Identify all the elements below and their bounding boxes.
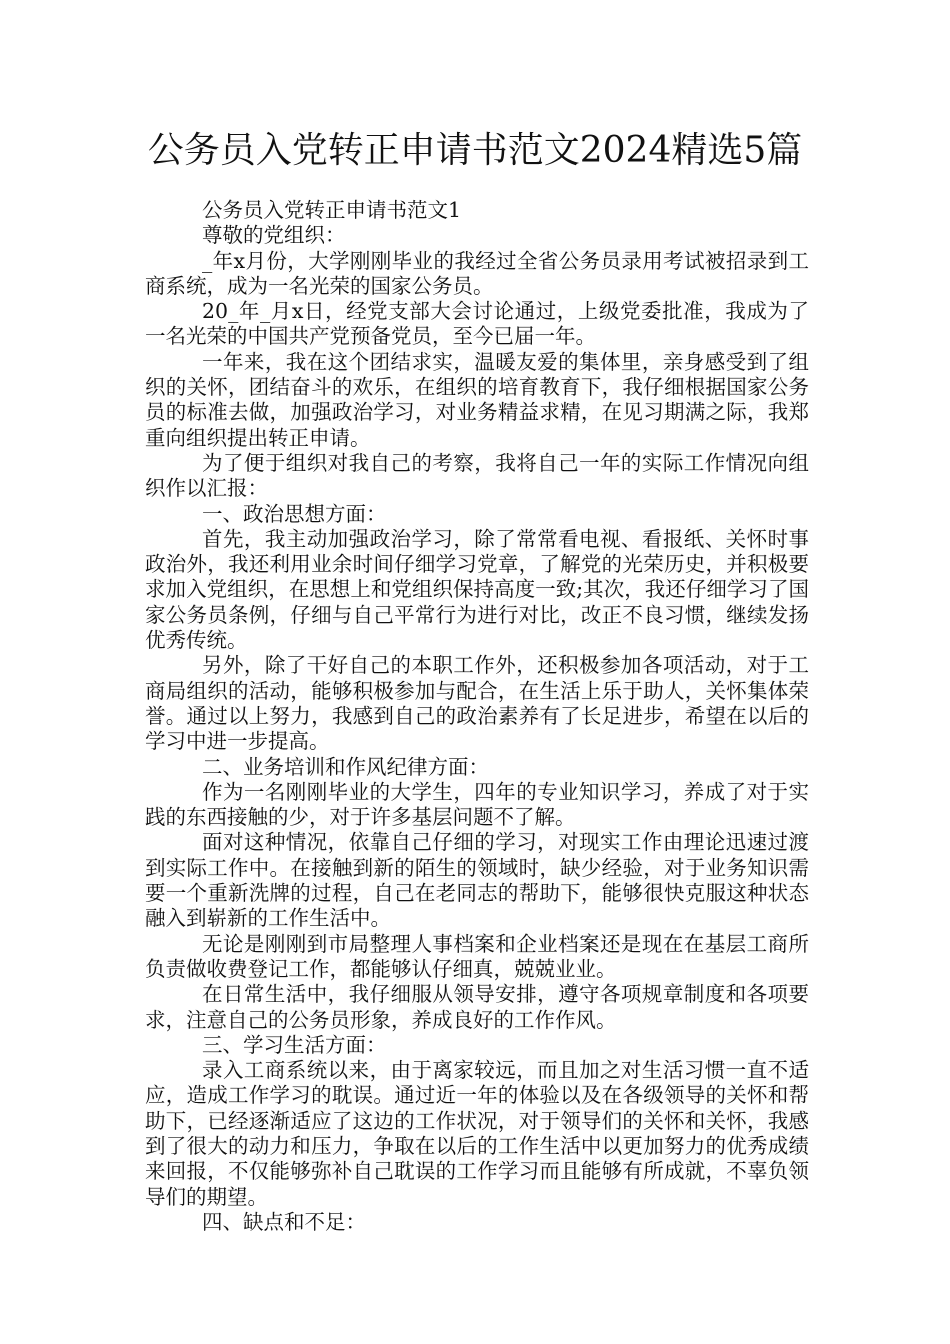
salutation: 尊敬的党组织： — [202, 223, 346, 248]
paragraph: 面对这种情况，依靠自己仔细的学习，对现实工作由理论迅速过渡到实际工作中。在接触到新的陌生的领域时，缺少经验，对于业务知识需要一个重新洗牌的过程，自己在老同志的帮助下，能够很快克服这种状态融入到崭新的工作生活中。 — [145, 830, 809, 931]
subsection-heading: 一、政治思想方面： — [202, 501, 387, 526]
subsection-heading: 四、缺点和不足： — [202, 1209, 366, 1234]
paragraph: 另外，除了干好自己的本职工作外，还积极参加各项活动，对于工商局组织的活动，能够积极参加与配合，在生活上乐于助人，关怀集体荣誉。通过以上努力，我感到自己的政治素养有了长足进步，希望在以后的学习中进一步提高。 — [145, 653, 809, 754]
paragraph: 一年来，我在这个团结求实，温暖友爱的集体里，亲身感受到了组织的关怀，团结奋斗的欢乐，在组织的培育教育下，我仔细根据国家公务员的标准去做，加强政治学习，对业务精益求精，在见习期满之际，我郑重向组织提出转正申请。 — [145, 349, 809, 450]
section-heading: 公务员入党转正申请书范文1 — [202, 198, 462, 222]
paragraph: 无论是刚刚到市局整理人事档案和企业档案还是现在在基层工商所负责做收费登记工作，都能够认仔细真，兢兢业业。 — [145, 931, 809, 981]
document-title: 公务员入党转正申请书范文2024精选5篇 — [147, 130, 803, 171]
paragraph: 20_年_月x日，经党支部大会讨论通过，上级党委批准，我成为了一名光荣的中国共产党预备党员，至今已届一年。 — [145, 299, 809, 349]
paragraph: 在日常生活中，我仔细服从领导安排，遵守各项规章制度和各项要求，注意自己的公务员形象，养成良好的工作作风。 — [145, 982, 809, 1032]
paragraph: _年x月份，大学刚刚毕业的我经过全省公务员录用考试被招录到工商系统，成为一名光荣的国家公务员。 — [145, 248, 809, 298]
paragraph: 为了便于组织对我自己的考察，我将自己一年的实际工作情况向组织作以汇报： — [145, 450, 809, 501]
paragraph: 首先，我主动加强政治学习，除了常常看电视、看报纸、关怀时事政治外，我还利用业余时间仔细学习党章，了解党的光荣历史，并积极要求加入党组织，在思想上和党组织保持高度一致;其次，我还仔细学习了国家公务员条例，仔细与自己平常行为进行对比，改正不良习惯，继续发扬优秀传统。 — [145, 526, 809, 653]
subsection-heading: 二、业务培训和作风纪律方面： — [202, 754, 489, 779]
subsection-heading: 三、学习生活方面： — [202, 1032, 387, 1057]
document-body — [145, 198, 809, 1235]
paragraph: 录入工商系统以来，由于离家较远，而且加之对生活习惯一直不适应，造成工作学习的耽误。通过近一年的体验以及在各级领导的关怀和帮助下，已经逐渐适应了这边的工作状况，对于领导们的关怀和关怀，我感到了很大的动力和压力，争取在以后的工作生活中以更加努力的优秀成绩来回报，不仅能够弥补自己耽误的工作学习而且能够有所成就，不辜负领导们的期望。 — [145, 1058, 809, 1209]
paragraph: 作为一名刚刚毕业的大学生，四年的专业知识学习，养成了对于实践的东西接触的少，对于许多基层问题不了解。 — [145, 779, 809, 830]
